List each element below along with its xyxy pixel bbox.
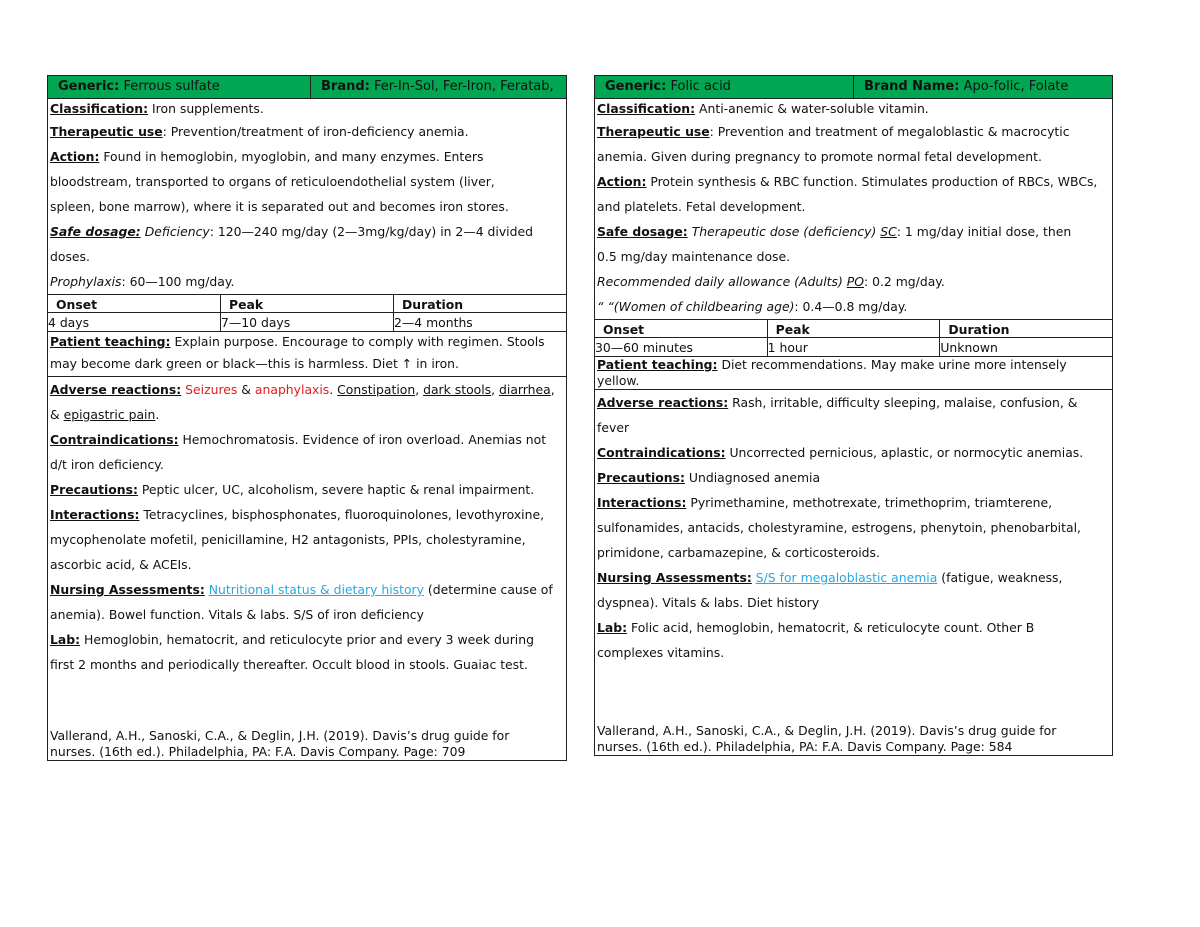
teaching-text: Explain purpose. Encourage to comply with regimen. Stools xyxy=(170,334,545,349)
action-text: Protein synthesis & RBC function. Stimulates production of RBCs, WBCs, xyxy=(646,174,1098,189)
action-label: Action: xyxy=(597,174,647,189)
therapeutic-line: anemia. Given during pregnancy to promote normal fetal development. xyxy=(597,149,1042,164)
nursing-link[interactable]: Nutritional status & dietary history xyxy=(208,582,424,597)
card-header xyxy=(595,76,1112,99)
interactions-text: Pyrimethamine, methotrexate, trimethoprim, triamterene, xyxy=(686,495,1053,510)
nursing-label: Nursing Assessments: xyxy=(50,582,205,597)
pharmacokinetics-table xyxy=(595,319,1112,357)
lab-line xyxy=(50,627,564,652)
card-header xyxy=(48,76,566,99)
adverse-seizures: Seizures xyxy=(185,382,238,397)
therapeutic-text: : Prevention and treatment of megaloblastic & macrocytic xyxy=(709,124,1070,139)
adverse-line: Adverse reactions: Seizures & anaphylaxis. Constipation, dark stools, diarrhea, xyxy=(50,382,555,397)
nursing-text: (determine cause of xyxy=(423,582,553,597)
classification-text: Iron supplements. xyxy=(152,101,264,116)
precautions-text: Undiagnosed anemia xyxy=(684,470,821,485)
onset-header: Onset xyxy=(48,294,220,313)
pharmacokinetics-table xyxy=(48,294,566,332)
action-line: spleen, bone marrow), where it is separated out and becomes iron stores. xyxy=(50,199,509,214)
nursing-link[interactable]: S/S for megaloblastic anemia xyxy=(755,570,938,585)
peak-value: 1 hour xyxy=(767,338,940,357)
precautions-text: Peptic ulcer, UC, alcoholism, severe haptic & renal impairment. xyxy=(137,482,535,497)
generic-label: Generic: xyxy=(605,79,667,94)
interactions-label: Interactions: xyxy=(50,507,140,522)
rda-route: PO xyxy=(846,274,864,289)
brand-label: Brand Name: xyxy=(864,79,960,94)
adverse-epigastric-pain: epigastric pain xyxy=(63,407,156,422)
dosage-deficiency: Deficiency xyxy=(140,224,210,239)
adverse-line: & epigastric pain. xyxy=(50,407,160,422)
women-label: “ “(Women of childbearing age) xyxy=(597,299,795,314)
dosage-text: : 120—240 mg/day (2—3mg/kg/day) in 2—4 divided xyxy=(209,224,533,239)
interactions-text: Tetracyclines, bisphosphonates, fluoroquinolones, levothyroxine, xyxy=(139,507,545,522)
lab-line: complexes vitamins. xyxy=(597,645,725,660)
teaching-line: may become dark green or black—this is harmless. Diet ↑ in iron. xyxy=(50,356,459,371)
women-line xyxy=(597,294,1110,319)
teaching-line: yellow. xyxy=(597,373,640,388)
action-label: Action: xyxy=(50,149,100,164)
therapeutic-label: Therapeutic use xyxy=(597,124,710,139)
classification-label: Classification: xyxy=(50,101,149,116)
citation-line: Vallerand, A.H., Sanoski, C.A., & Deglin, J.H. (2019). Davis’s drug guide for xyxy=(597,723,1057,738)
lab-label: Lab: xyxy=(597,620,628,635)
citation-line: Vallerand, A.H., Sanoski, C.A., & Deglin, J.H. (2019). Davis’s drug guide for xyxy=(50,728,510,743)
citation-line: nurses. (16th ed.). Philadelphia, PA: F.A. Davis Company. Page: 584 xyxy=(597,739,1013,754)
adverse-anaphylaxis: anaphylaxis xyxy=(254,382,330,397)
teaching-line xyxy=(50,332,564,351)
classification-line xyxy=(50,99,564,119)
prophylaxis-label: Prophylaxis xyxy=(50,274,122,289)
adverse-label: Adverse reactions: xyxy=(50,382,182,397)
nursing-line xyxy=(597,565,1110,590)
nursing-line xyxy=(50,577,564,602)
therapeutic-line xyxy=(597,119,1110,144)
interactions-line: sulfonamides, antacids, cholestyramine, estrogens, phenytoin, phenobarbital, xyxy=(597,520,1081,535)
action-line: and platelets. Fetal development. xyxy=(597,199,806,214)
drug-card-ferrous-sulfate xyxy=(47,75,567,761)
dosage-line: doses. xyxy=(50,249,90,264)
duration-header: Duration xyxy=(393,294,566,313)
card-body xyxy=(595,99,1112,665)
adverse-text: Rash, irritable, difficulty sleeping, malaise, confusion, & xyxy=(728,395,1078,410)
rda-text: : 0.2 mg/day. xyxy=(863,274,945,289)
lab-line xyxy=(597,615,1110,640)
precautions-line xyxy=(597,465,1110,490)
interactions-line xyxy=(597,490,1110,515)
citation-line: nurses. (16th ed.). Philadelphia, PA: F.A. Davis Company. Page: 709 xyxy=(50,744,466,759)
nursing-label: Nursing Assessments: xyxy=(597,570,752,585)
interactions-label: Interactions: xyxy=(597,495,687,510)
classification-text: Anti-anemic & water-soluble vitamin. xyxy=(695,101,929,116)
teaching-label: Patient teaching: xyxy=(50,334,171,349)
contra-label: Contraindications: xyxy=(50,432,179,447)
table-row xyxy=(595,338,1112,357)
interactions-line: primidone, carbamazepine, & corticosteroids. xyxy=(597,545,880,560)
onset-header: Onset xyxy=(595,319,767,338)
brand-cell xyxy=(310,76,566,98)
contra-label: Contraindications: xyxy=(597,445,726,460)
onset-value: 4 days xyxy=(48,313,220,332)
contra-line xyxy=(50,427,564,452)
women-text: : 0.4—0.8 mg/day. xyxy=(794,299,908,314)
dosage-text: : 1 mg/day initial dose, then xyxy=(896,224,1072,239)
action-text: Found in hemoglobin, myoglobin, and many enzymes. Enters xyxy=(99,149,484,164)
interactions-line: mycophenolate mofetil, penicillamine, H2 antagonists, PPIs, cholestyramine, xyxy=(50,532,526,547)
generic-cell xyxy=(48,76,310,98)
adverse-dark-stools: dark stools xyxy=(423,382,492,397)
precautions-label: Precautions: xyxy=(50,482,138,497)
brand-value: Apo-folic, Folate xyxy=(963,79,1069,94)
adverse-line xyxy=(597,390,1110,415)
citation xyxy=(50,728,564,760)
lab-label: Lab: xyxy=(50,632,81,647)
prophylaxis-line xyxy=(50,269,564,294)
action-line: bloodstream, transported to organs of reticuloendothelial system (liver, xyxy=(50,174,495,189)
nursing-line: dyspnea). Vitals & labs. Diet history xyxy=(597,595,820,610)
contra-text: Uncorrected pernicious, aplastic, or normocytic anemias. xyxy=(725,445,1084,460)
duration-value: 2—4 months xyxy=(393,313,566,332)
rda-line xyxy=(597,269,1110,294)
table-header-row xyxy=(48,294,566,313)
generic-value: Folic acid xyxy=(670,79,731,94)
lab-line: first 2 months and periodically thereafter. Occult blood in stools. Guaiac test. xyxy=(50,657,528,672)
nursing-line: anemia). Bowel function. Vitals & labs. S/S of iron deficiency xyxy=(50,607,424,622)
teaching-text: Diet recommendations. May make urine more intensely xyxy=(717,357,1067,372)
adverse-diarrhea: diarrhea xyxy=(499,382,551,397)
therapeutic-label: Therapeutic use xyxy=(50,124,163,139)
dosage-line: 0.5 mg/day maintenance dose. xyxy=(597,249,791,264)
brand-cell xyxy=(853,76,1112,98)
onset-value: 30—60 minutes xyxy=(595,338,767,357)
therapeutic-line xyxy=(50,119,564,144)
rda-label: Recommended daily allowance (Adults) xyxy=(597,274,843,289)
interactions-line xyxy=(50,502,564,527)
classification-line xyxy=(597,99,1110,119)
adverse-amp: & xyxy=(237,382,255,397)
citation xyxy=(597,723,1110,755)
table-header-row xyxy=(595,319,1112,338)
teaching-line xyxy=(597,357,1110,373)
prophylaxis-text: : 60—100 mg/day. xyxy=(121,274,235,289)
dosage-line xyxy=(50,219,564,244)
action-line xyxy=(50,144,564,169)
dosage-label: Safe dosage: xyxy=(597,224,688,239)
precautions-line xyxy=(50,477,564,502)
contra-text: Hemochromatosis. Evidence of iron overload. Anemias not xyxy=(178,432,547,447)
duration-header: Duration xyxy=(939,319,1112,338)
contra-line: d/t iron deficiency. xyxy=(50,457,164,472)
card-body xyxy=(48,99,566,677)
nursing-text: (fatigue, weakness, xyxy=(937,570,1063,585)
dosage-therapeutic: Therapeutic dose (deficiency) xyxy=(687,224,877,239)
classification-label: Classification: xyxy=(597,101,696,116)
generic-label: Generic: xyxy=(58,79,120,94)
table-row xyxy=(48,313,566,332)
precautions-label: Precautions: xyxy=(597,470,685,485)
drug-card-folic-acid xyxy=(594,75,1113,756)
generic-cell xyxy=(595,76,853,98)
dosage-route: SC xyxy=(880,224,897,239)
brand-label: Brand: xyxy=(321,79,370,94)
interactions-line: ascorbic acid, & ACEIs. xyxy=(50,557,192,572)
adverse-constipation: Constipation xyxy=(337,382,416,397)
peak-header: Peak xyxy=(220,294,393,313)
peak-header: Peak xyxy=(767,319,940,338)
duration-value: Unknown xyxy=(939,338,1112,357)
contra-line xyxy=(597,440,1110,465)
lab-text: Hemoglobin, hematocrit, and reticulocyte prior and every 3 week during xyxy=(80,632,534,647)
teaching-label: Patient teaching: xyxy=(597,357,718,372)
generic-value: Ferrous sulfate xyxy=(123,79,220,94)
dosage-label: Safe dosage: xyxy=(50,224,141,239)
adverse-label: Adverse reactions: xyxy=(597,395,729,410)
lab-text: Folic acid, hemoglobin, hematocrit, & reticulocyte count. Other B xyxy=(627,620,1035,635)
action-line xyxy=(597,169,1110,194)
brand-value: Fer-In-Sol, Fer-Iron, Feratab, xyxy=(374,79,554,94)
peak-value: 7—10 days xyxy=(220,313,393,332)
dosage-line xyxy=(597,219,1110,244)
adverse-line: fever xyxy=(597,420,630,435)
therapeutic-text: : Prevention/treatment of iron-deficiency anemia. xyxy=(162,124,469,139)
